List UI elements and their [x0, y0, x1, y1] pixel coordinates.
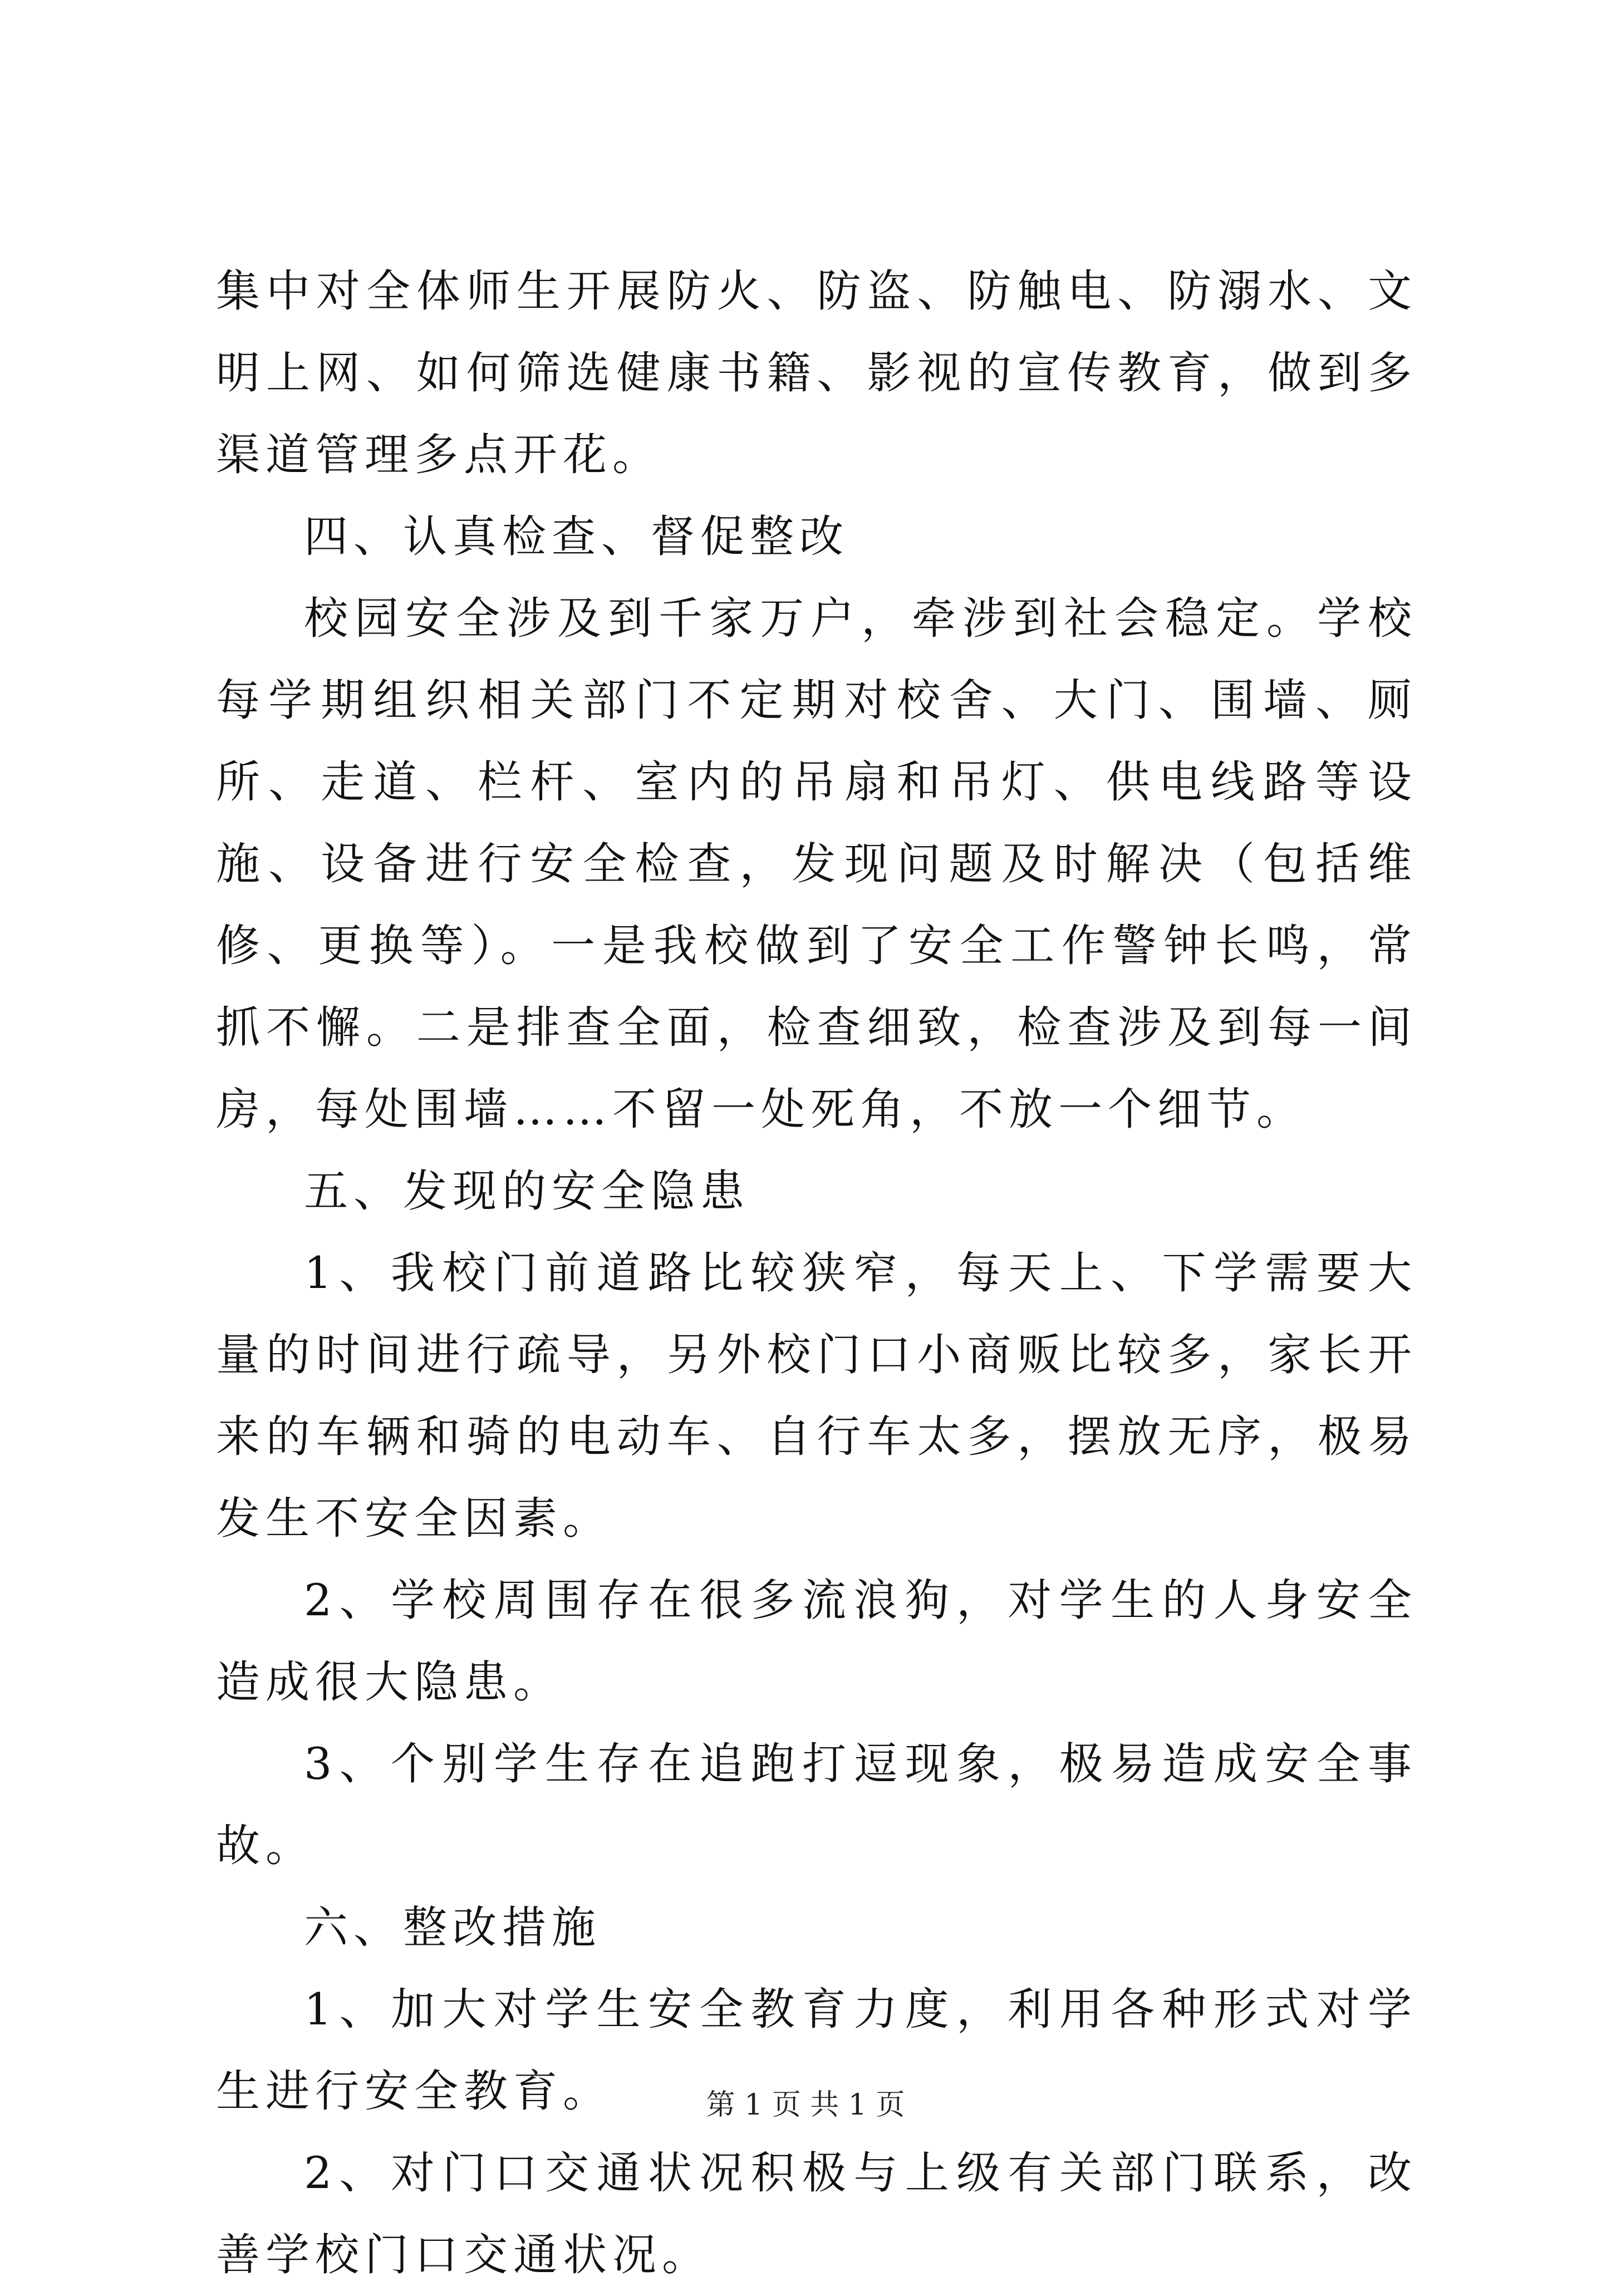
paragraph-inspection: 校园安全涉及到千家万户，牵涉到社会稳定。学校每学期组织相关部门不定期对校舍、大门、围墙、厕所、走道、栏杆、室内的吊扇和吊灯、供电线路等设施、设备进行安全检查，发现问题及时解决（包括维修、更换等）。一是我校做到了安全工作警钟长鸣，常抓不懈。二是排查全面，检查细致，检查涉及到每一间房，每处围墙……不留一处死角，不放一个细节。	[216, 593, 1417, 1135]
section-heading-4: 四、认真检查、督促整改	[304, 511, 849, 562]
paragraph-hazard-3: 3、个别学生存在追跑打逗现象，极易造成安全事故。	[216, 1738, 1417, 1871]
paragraph-measure-1: 1、加大对学生安全教育力度，利用各种形式对学生进行安全教育。	[216, 1984, 1417, 2117]
document-body	[216, 250, 1417, 2296]
paragraph-hazard-2: 2、学校周围存在很多流浪狗，对学生的人身安全造成很大隐患。	[216, 1575, 1417, 1708]
page-footer: 第 1 页 共 1 页	[706, 2088, 905, 2122]
paragraph-measure-2: 2、对门口交通状况积极与上级有关部门联系，改善学校门口交通状况。	[216, 2147, 1417, 2280]
section-heading-6: 六、整改措施	[304, 1902, 601, 1953]
paragraph-hazard-1: 1、我校门前道路比较狭窄，每天上、下学需要大量的时间进行疏导，另外校门口小商贩比较多，家长开来的车辆和骑的电动车、自行车太多，摆放无序，极易发生不安全因素。	[216, 1247, 1417, 1544]
paragraph-continuation: 集中对全体师生开展防火、防盗、防触电、防溺水、文明上网、如何筛选健康书籍、影视的宣传教育，做到多渠道管理多点开花。	[216, 266, 1417, 480]
section-heading-5: 五、发现的安全隐患	[304, 1166, 750, 1217]
